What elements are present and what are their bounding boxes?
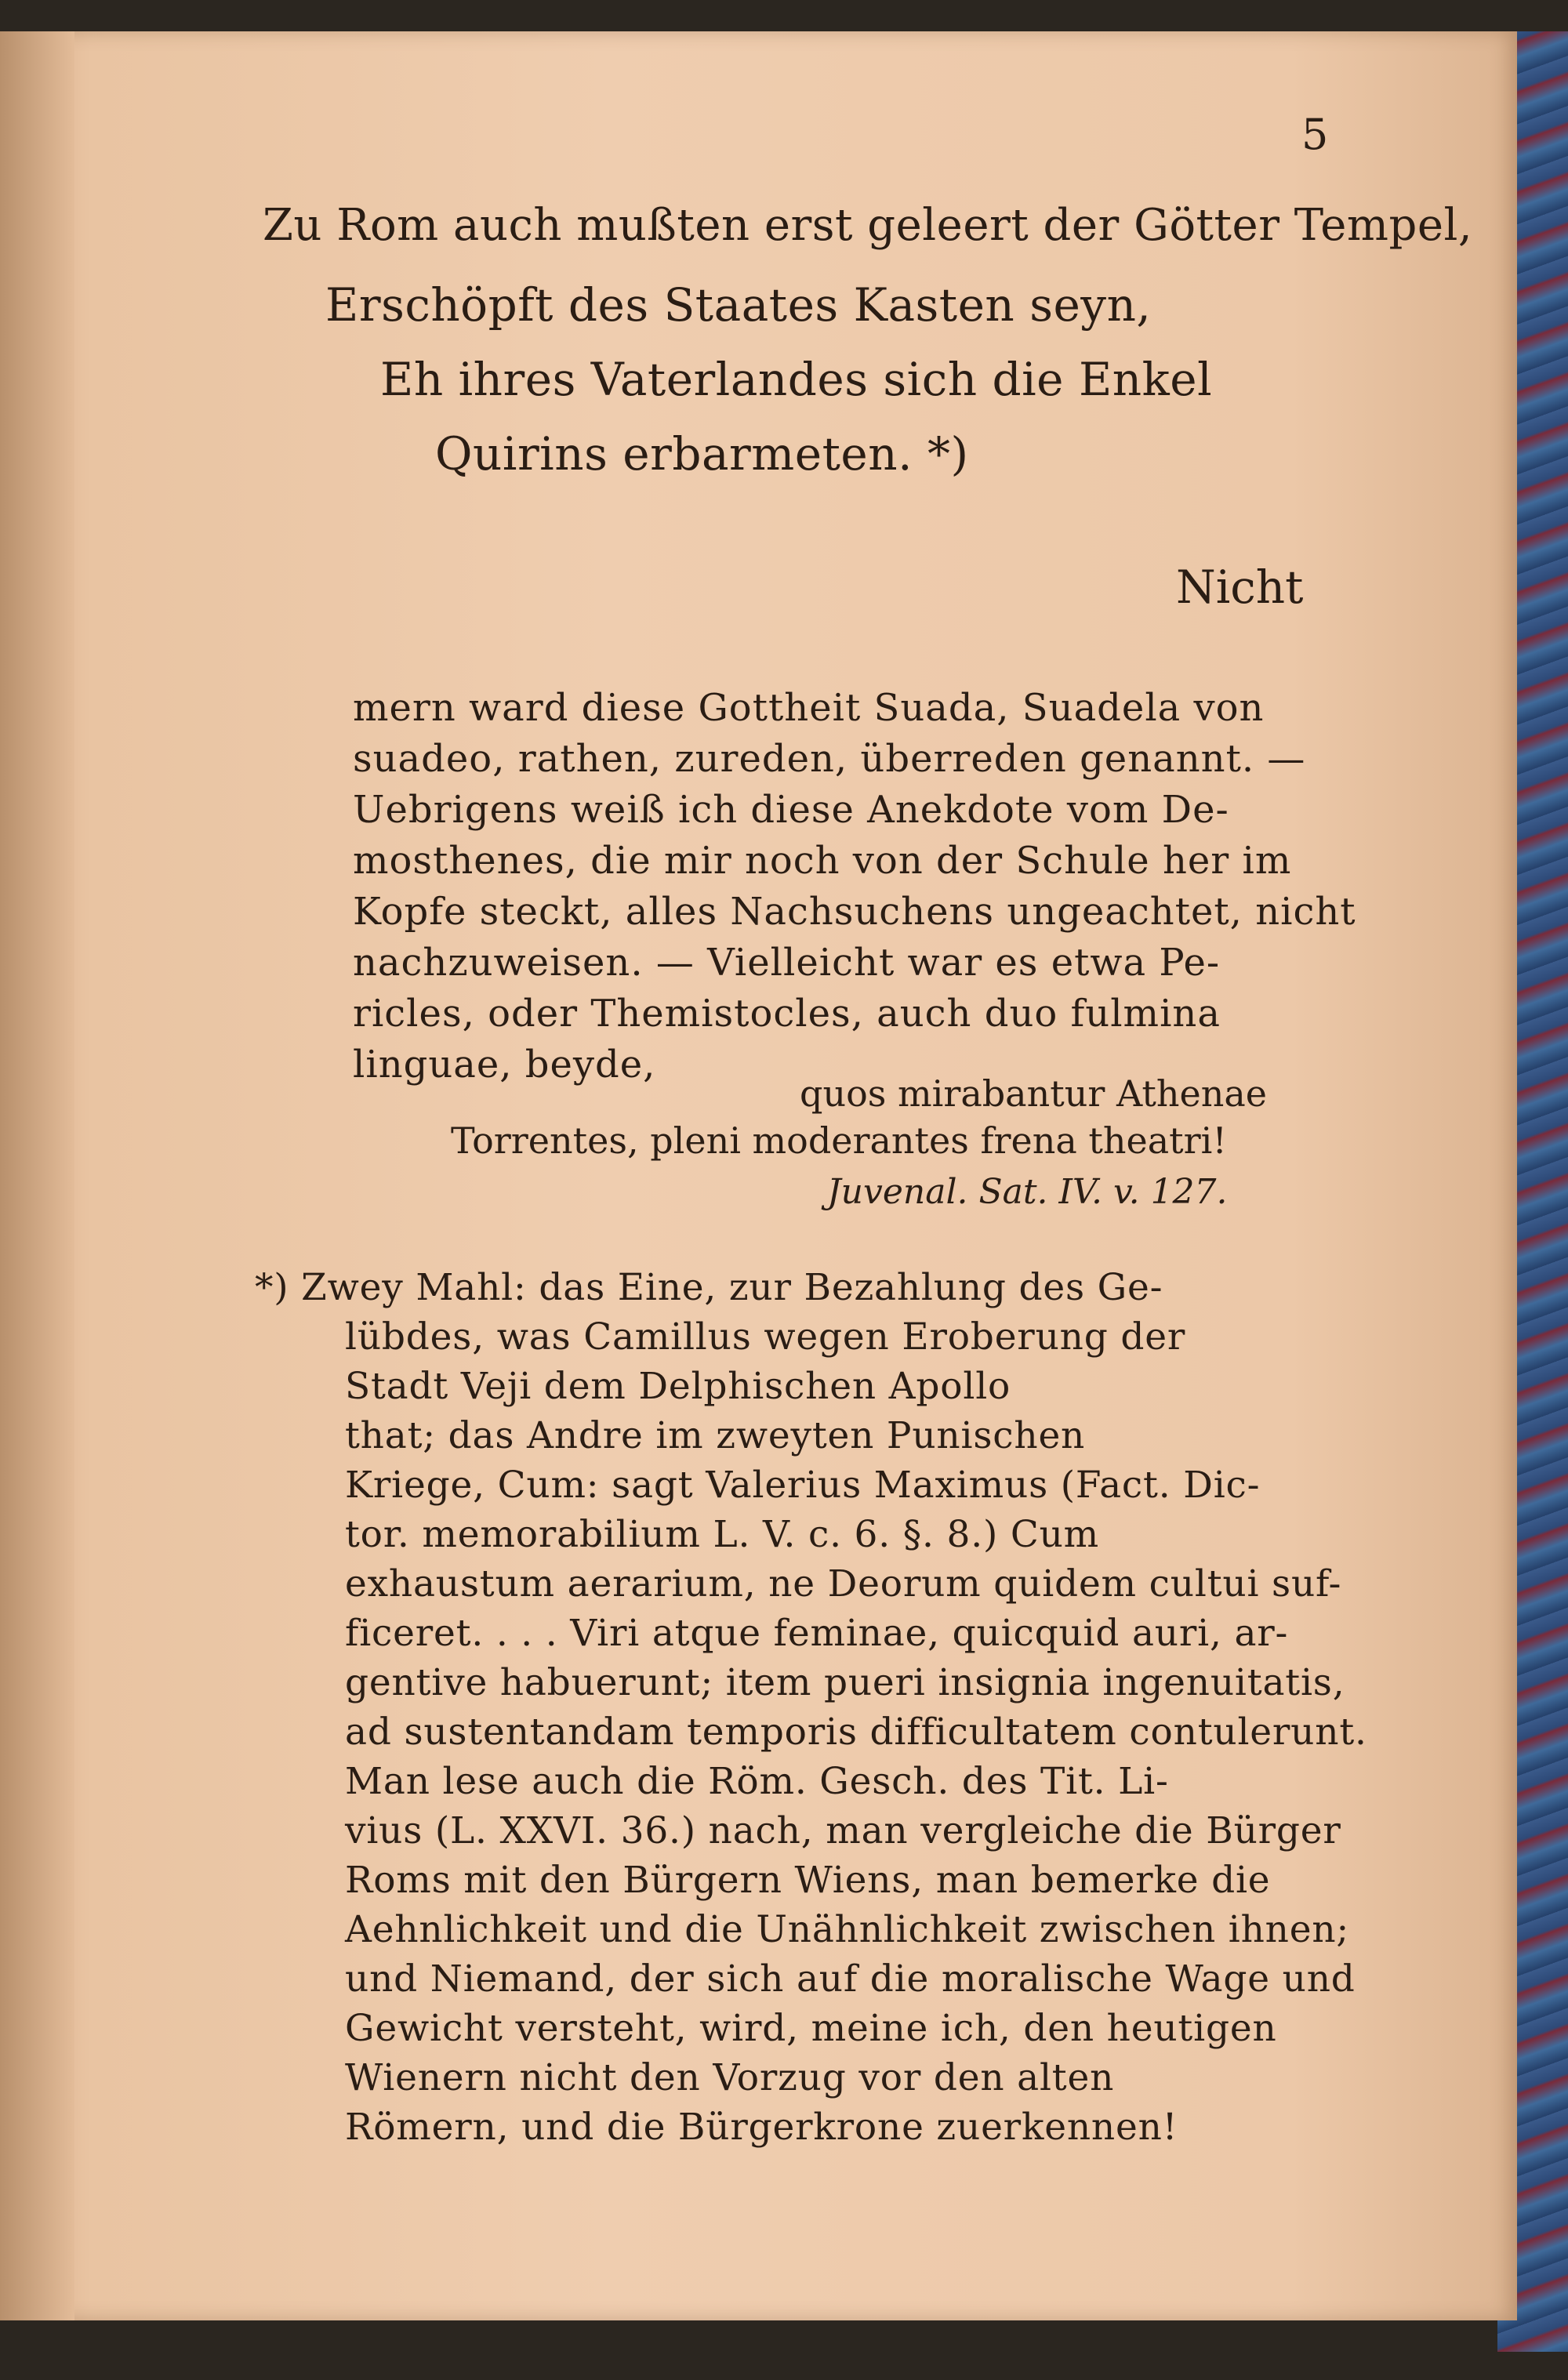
note-line-1: mern ward diese Gottheit Suada, Suadela von: [353, 686, 1265, 730]
footnote-line-6: tor. memorabilium L. V. c. 6. §. 8.) Cum: [345, 1513, 1100, 1556]
footnote-line-15: und Niemand, der sich auf die moralische Wage und: [345, 1957, 1356, 2001]
page-number: 5: [1301, 110, 1329, 159]
verse-line-2: Erschöpft des Staates Kasten seyn,: [325, 278, 1152, 332]
footnote-line-8: ficeret. . . . Viri atque feminae, quicquid auri, ar-: [345, 1612, 1289, 1655]
footnote-line-5: Kriege, Cum: sagt Valerius Maximus (Fact. Dic-: [345, 1464, 1261, 1507]
note-line-6: nachzuweisen. — Vielleicht war es etwa Pe-: [353, 941, 1221, 985]
footnote-line-10: ad sustentandam temporis difficultatem contulerunt.: [345, 1711, 1367, 1754]
note-line-7: ricles, oder Themistocles, auch duo fulmina: [353, 992, 1221, 1036]
note-line-5: Kopfe steckt, alles Nachsuchens ungeachtet, nicht: [353, 890, 1356, 934]
footnote-line-1: *) Zwey Mahl: das Eine, zur Bezahlung des Ge-: [255, 1266, 1163, 1309]
note-line-4: mosthenes, die mir noch von der Schule her im: [353, 839, 1292, 883]
footnote-line-16: Gewicht versteht, wird, meine ich, den heutigen: [345, 2007, 1277, 2050]
footnote-line-17: Wienern nicht den Vorzug vor den alten: [345, 2056, 1115, 2099]
footnote-line-13: Roms mit den Bürgern Wiens, man bemerke die: [345, 1859, 1271, 1902]
footnote-line-14: Aehnlichkeit und die Unähnlichkeit zwischen ihnen;: [345, 1908, 1350, 1951]
footnote-line-2: lübdes, was Camillus wegen Eroberung der: [345, 1315, 1186, 1359]
note-line-2: suadeo, rathen, zureden, überreden genannt. —: [353, 737, 1306, 781]
footnote-line-12: vius (L. XXVI. 36.) nach, man vergleiche die Bürger: [345, 1809, 1341, 1852]
citation: Juvenal. Sat. IV. v. 127.: [827, 1172, 1228, 1212]
verse-line-3: Eh ihres Vaterlandes sich die Enkel: [380, 353, 1213, 406]
gutter-shadow: [0, 31, 74, 2320]
quote-line-1: quos mirabantur Athenae: [800, 1072, 1267, 1115]
footnote-line-11: Man lese auch die Röm. Gesch. des Tit. Li-: [345, 1760, 1169, 1803]
quote-line-2: Torrentes, pleni moderantes frena theatri!: [451, 1119, 1227, 1162]
catchword: Nicht: [1176, 561, 1304, 614]
note-line-3: Uebrigens weiß ich diese Anekdote vom De-: [353, 788, 1229, 832]
footnote-line-18: Römern, und die Bürgerkrone zuerkennen!: [345, 2106, 1178, 2149]
footnote-line-7: exhaustum aerarium, ne Deorum quidem cultui suf-: [345, 1562, 1342, 1605]
footnote-line-3: Stadt Veji dem Delphischen Apollo: [345, 1365, 1011, 1408]
footnote-line-9: gentive habuerunt; item pueri insignia ingenuitatis,: [345, 1661, 1345, 1704]
footnote-line-4: that; das Andre im zweyten Punischen: [345, 1414, 1086, 1457]
verse-line-4: Quirins erbarmeten. *): [435, 427, 969, 481]
note-line-8: linguae, beyde,: [353, 1043, 656, 1087]
verse-line-1: Zu Rom auch mußten erst geleert der Götter Tempel,: [263, 200, 1473, 251]
